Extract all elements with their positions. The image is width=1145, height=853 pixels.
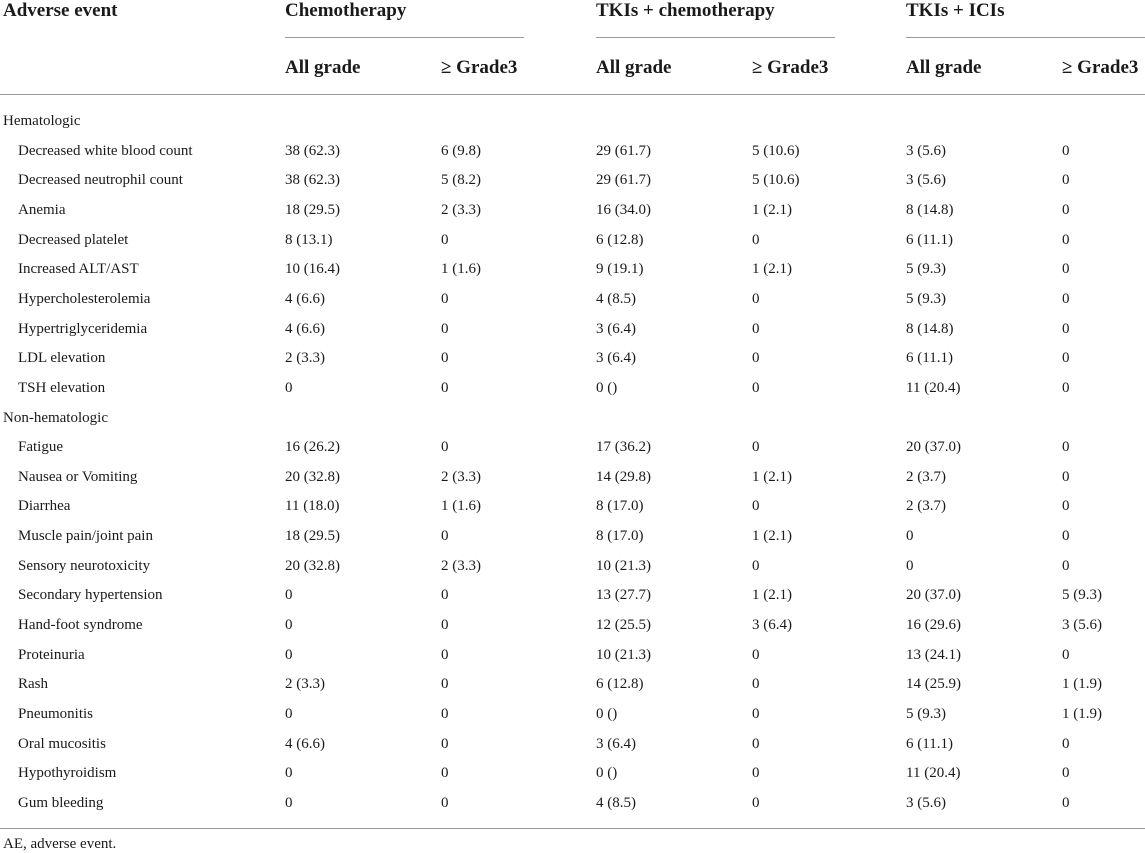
table-cell: 4 (8.5) bbox=[596, 794, 636, 811]
table-cell: 5 (9.3) bbox=[906, 290, 946, 307]
table-cell: 0 bbox=[441, 646, 449, 663]
table-cell: 2 (3.7) bbox=[906, 498, 946, 515]
table-cell: 3 (6.4) bbox=[596, 320, 636, 337]
table-cell: 3 (5.6) bbox=[906, 142, 946, 159]
table-cell: 0 bbox=[441, 350, 449, 367]
table-cell: 2 (3.3) bbox=[441, 557, 481, 574]
table-cell: 0 bbox=[752, 765, 760, 782]
header-bottom-rule bbox=[0, 94, 1145, 95]
table-cell: 3 (5.6) bbox=[906, 172, 946, 189]
table-cell: 0 bbox=[441, 706, 449, 722]
row-label: Pneumonitis bbox=[18, 706, 94, 722]
table-cell: 0 bbox=[752, 557, 760, 574]
table-cell: 1 (1.6) bbox=[441, 498, 481, 515]
table-cell: 6 (12.8) bbox=[596, 231, 644, 248]
table-cell: 5 (9.3) bbox=[1062, 587, 1102, 604]
table-cell: 5 (10.6) bbox=[752, 172, 800, 189]
table-cell: 0 bbox=[1062, 142, 1070, 159]
table-cell: 0 bbox=[285, 587, 293, 604]
table-cell: 2 (3.3) bbox=[441, 468, 481, 485]
table-cell: 0 bbox=[752, 231, 760, 248]
table-cell: 4 (6.6) bbox=[285, 320, 325, 337]
table-cell: 20 (32.8) bbox=[285, 557, 340, 574]
table-cell: 6 (9.8) bbox=[441, 142, 481, 159]
table-cell: 10 (21.3) bbox=[596, 646, 651, 663]
subheader-all-grade: All grade bbox=[285, 57, 361, 78]
row-label: Increased ALT/AST bbox=[18, 261, 139, 278]
table-cell: 16 (26.2) bbox=[285, 439, 340, 456]
table-cell: 29 (61.7) bbox=[596, 172, 651, 189]
subheader-grade3: ≥ Grade3 bbox=[752, 57, 829, 78]
table-cell: 6 (11.1) bbox=[906, 735, 953, 752]
table-cell: 0 bbox=[1062, 320, 1070, 337]
table-cell: 0 bbox=[441, 735, 449, 752]
table-cell: 0 bbox=[1062, 261, 1070, 278]
row-label: Decreased neutrophil count bbox=[18, 172, 183, 189]
group-rule-tkis-chemotherapy bbox=[596, 37, 835, 38]
table-cell: 2 (3.3) bbox=[285, 350, 325, 367]
table-cell: 0 bbox=[285, 617, 293, 634]
group-rule-tkis-icis bbox=[906, 37, 1145, 38]
table-cell: 13 (27.7) bbox=[596, 587, 651, 604]
table-cell: 3 (6.4) bbox=[752, 617, 792, 634]
table-cell: 0 bbox=[1062, 794, 1070, 811]
table-cell: 0 bbox=[1062, 350, 1070, 367]
table-cell: 38 (62.3) bbox=[285, 172, 340, 189]
table-cell: 16 (29.6) bbox=[906, 617, 961, 634]
table-cell: 0 bbox=[285, 765, 293, 782]
table-cell: 1 (2.1) bbox=[752, 468, 792, 485]
table-cell: 0 bbox=[1062, 379, 1070, 396]
table-cell: 8 (17.0) bbox=[596, 498, 644, 515]
header-group-tkis-chemotherapy: TKIs + chemotherapy bbox=[596, 0, 775, 21]
table-cell: 10 (21.3) bbox=[596, 557, 651, 574]
table-cell: 0 bbox=[752, 439, 760, 456]
section-label: Hematologic bbox=[3, 113, 81, 129]
table-cell: 0 bbox=[441, 379, 449, 396]
subheader-grade3: ≥ Grade3 bbox=[441, 57, 518, 78]
table-cell: 9 (19.1) bbox=[596, 261, 644, 278]
table-cell: 6 (12.8) bbox=[596, 676, 644, 693]
table-cell: 6 (11.1) bbox=[906, 350, 953, 367]
table-bottom-rule bbox=[0, 828, 1145, 829]
table-cell: 4 (6.6) bbox=[285, 735, 325, 752]
subheader-all-grade: All grade bbox=[596, 57, 672, 78]
table-cell: 0 bbox=[752, 379, 760, 396]
table-cell: 16 (34.0) bbox=[596, 201, 651, 218]
row-label: Muscle pain/joint pain bbox=[18, 528, 153, 545]
table-cell: 0 bbox=[1062, 646, 1070, 663]
row-label: Fatigue bbox=[18, 439, 63, 456]
table-cell: 0 bbox=[441, 320, 449, 337]
row-label: Nausea or Vomiting bbox=[18, 468, 138, 485]
table-cell: 20 (37.0) bbox=[906, 439, 961, 456]
row-label: Decreased white blood count bbox=[18, 142, 193, 159]
table-cell: 13 (24.1) bbox=[906, 646, 961, 663]
row-label: Decreased platelet bbox=[18, 231, 129, 248]
table-cell: 0 bbox=[1062, 231, 1070, 248]
table-cell: 8 (17.0) bbox=[596, 528, 644, 545]
table-cell: 0 bbox=[441, 231, 449, 248]
table-cell: 3 (6.4) bbox=[596, 350, 636, 367]
table-cell: 8 (14.8) bbox=[906, 320, 954, 337]
row-label: Diarrhea bbox=[18, 498, 71, 515]
table-cell: 0 bbox=[752, 794, 760, 811]
header-adverse-event: Adverse event bbox=[3, 0, 118, 21]
table-cell: 0 bbox=[752, 290, 760, 307]
table-cell: 38 (62.3) bbox=[285, 142, 340, 159]
table-cell: 1 (2.1) bbox=[752, 261, 792, 278]
table-cell: 0 bbox=[752, 706, 760, 722]
table-cell: 0 bbox=[441, 617, 449, 634]
table-cell: 0 bbox=[285, 794, 293, 811]
table-cell: 11 (18.0) bbox=[285, 498, 340, 515]
row-label: Hypercholesterolemia bbox=[18, 290, 151, 307]
table-cell: 0 bbox=[441, 528, 449, 545]
table-cell: 1 (2.1) bbox=[752, 201, 792, 218]
table-cell: 17 (36.2) bbox=[596, 439, 651, 456]
subheader-all-grade: All grade bbox=[906, 57, 982, 78]
table-cell: 0 bbox=[1062, 557, 1070, 574]
row-label: Rash bbox=[18, 676, 48, 693]
table-cell: 6 (11.1) bbox=[906, 231, 953, 248]
row-label: Anemia bbox=[18, 201, 66, 218]
row-label: Oral mucositis bbox=[18, 735, 106, 752]
table-cell: 5 (9.3) bbox=[906, 706, 946, 722]
table-cell: 0 bbox=[752, 735, 760, 752]
row-label: Gum bleeding bbox=[18, 794, 104, 811]
table-cell: 0 bbox=[1062, 528, 1070, 545]
table-cell: 20 (32.8) bbox=[285, 468, 340, 485]
table-cell: 10 (16.4) bbox=[285, 261, 340, 278]
table-cell: 18 (29.5) bbox=[285, 201, 340, 218]
table-cell: 11 (20.4) bbox=[906, 379, 961, 396]
table-cell: 18 (29.5) bbox=[285, 528, 340, 545]
table-cell: 0 bbox=[1062, 172, 1070, 189]
row-label: LDL elevation bbox=[18, 350, 106, 367]
table-cell: 0 bbox=[1062, 735, 1070, 752]
table-cell: 0 bbox=[1062, 290, 1070, 307]
row-label: Secondary hypertension bbox=[18, 587, 163, 604]
table-cell: 14 (25.9) bbox=[906, 676, 961, 693]
table-cell: 2 (3.3) bbox=[285, 676, 325, 693]
table-cell: 0 bbox=[285, 706, 293, 722]
table-cell: 14 (29.8) bbox=[596, 468, 651, 485]
table-cell: 3 (5.6) bbox=[906, 794, 946, 811]
table-cell: 0 bbox=[1062, 765, 1070, 782]
table-cell: 0 bbox=[752, 320, 760, 337]
row-label: TSH elevation bbox=[18, 379, 106, 396]
table-cell: 0 bbox=[906, 557, 914, 574]
table-cell: 5 (10.6) bbox=[752, 142, 800, 159]
table-cell: 1 (1.6) bbox=[441, 261, 481, 278]
table-cell: 5 (9.3) bbox=[906, 261, 946, 278]
row-label: Hypertriglyceridemia bbox=[18, 320, 148, 337]
table-cell: 0 bbox=[906, 528, 914, 545]
table-cell: 0 () bbox=[596, 379, 618, 396]
table-cell: 0 bbox=[1062, 468, 1070, 485]
table-cell: 0 bbox=[1062, 498, 1070, 515]
table-cell: 0 bbox=[285, 646, 293, 663]
table-cell: 1 (1.9) bbox=[1062, 706, 1102, 722]
table-cell: 1 (1.9) bbox=[1062, 676, 1102, 693]
table-cell: 2 (3.7) bbox=[906, 468, 946, 485]
table-cell: 0 bbox=[441, 794, 449, 811]
table-cell: 0 bbox=[752, 350, 760, 367]
table-cell: 8 (13.1) bbox=[285, 231, 333, 248]
table-cell: 1 (2.1) bbox=[752, 587, 792, 604]
table-cell: 3 (5.6) bbox=[1062, 617, 1102, 634]
table-cell: 4 (8.5) bbox=[596, 290, 636, 307]
table-cell: 0 bbox=[441, 439, 449, 456]
table-cell: 0 bbox=[1062, 439, 1070, 456]
table-cell: 4 (6.6) bbox=[285, 290, 325, 307]
group-rule-chemotherapy bbox=[285, 37, 524, 38]
subheader-grade3: ≥ Grade3 bbox=[1062, 57, 1139, 78]
table-cell: 0 bbox=[752, 498, 760, 515]
row-label: Sensory neurotoxicity bbox=[18, 557, 151, 574]
table-cell: 8 (14.8) bbox=[906, 201, 954, 218]
table-cell: 0 bbox=[441, 587, 449, 604]
row-label: Hand-foot syndrome bbox=[18, 617, 143, 634]
table-cell: 5 (8.2) bbox=[441, 172, 481, 189]
table-cell: 0 bbox=[752, 676, 760, 693]
table-cell: 20 (37.0) bbox=[906, 587, 961, 604]
row-label: Proteinuria bbox=[18, 646, 85, 663]
table-cell: 0 bbox=[285, 379, 293, 396]
section-label: Non-hematologic bbox=[3, 409, 108, 426]
table-cell: 0 bbox=[441, 676, 449, 693]
table-cell: 2 (3.3) bbox=[441, 201, 481, 218]
table-cell: 0 bbox=[441, 290, 449, 307]
table-cell: 3 (6.4) bbox=[596, 735, 636, 752]
table-cell: 0 bbox=[441, 765, 449, 782]
table-cell: 0 () bbox=[596, 706, 618, 722]
table-cell: 29 (61.7) bbox=[596, 142, 651, 159]
table-cell: 1 (2.1) bbox=[752, 528, 792, 545]
table-cell: 11 (20.4) bbox=[906, 765, 961, 782]
footnote: AE, adverse event. bbox=[3, 836, 117, 852]
table-cell: 0 () bbox=[596, 765, 618, 782]
header-group-chemotherapy: Chemotherapy bbox=[285, 0, 407, 21]
header-group-tkis-icis: TKIs + ICIs bbox=[906, 0, 1005, 21]
row-label: Hypothyroidism bbox=[18, 765, 117, 782]
table-cell: 12 (25.5) bbox=[596, 617, 651, 634]
table-cell: 0 bbox=[1062, 201, 1070, 218]
table-cell: 0 bbox=[752, 646, 760, 663]
